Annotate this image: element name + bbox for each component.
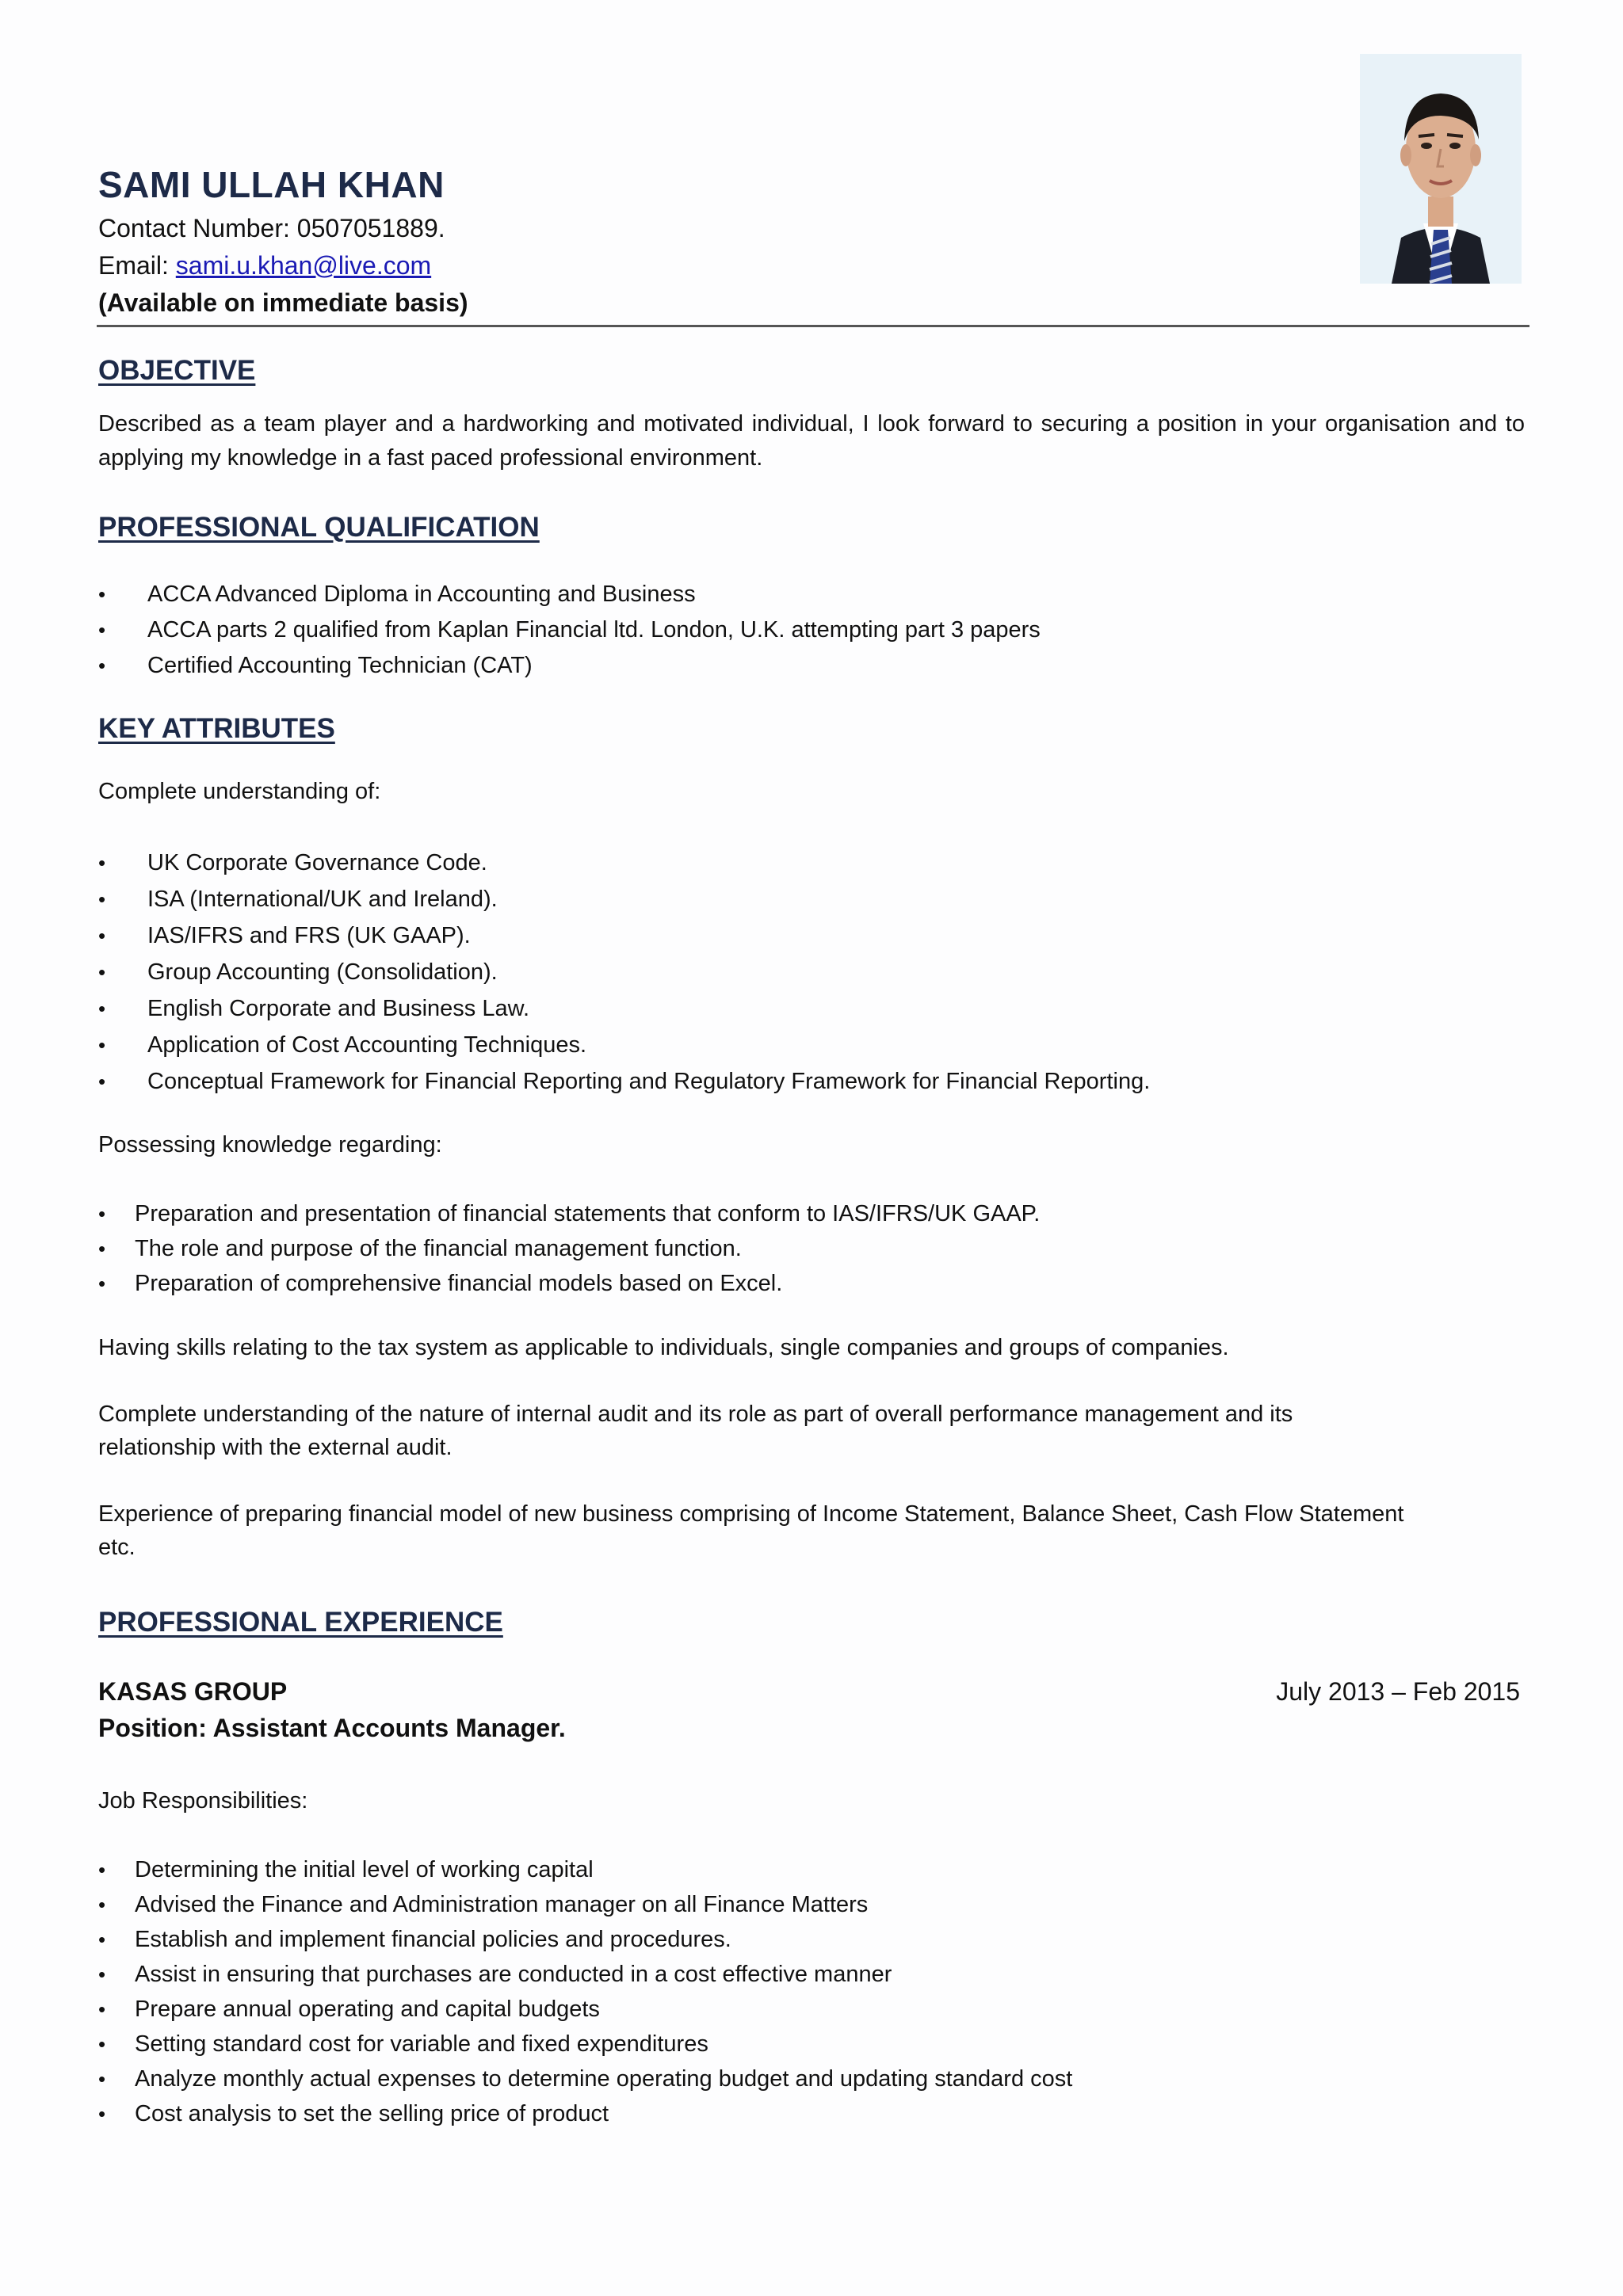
attribute-item-text: UK Corporate Governance Code.: [147, 850, 487, 875]
responsibility-text: Assist in ensuring that purchases are conducted in a cost effective manner: [135, 1962, 892, 1987]
understanding-intro: Complete understanding of:: [98, 779, 381, 804]
bullet-icon: •: [98, 1928, 106, 1951]
bullet-icon: •: [98, 1237, 106, 1261]
responsibility-text: Cost analysis to set the selling price of product: [135, 2101, 609, 2126]
attributes-heading: KEY ATTRIBUTES: [98, 713, 335, 744]
objective-text: Described as a team player and a hardworking and motivated individual, I look forward to securing a position in your organisation and to applying my knowledge in a fast paced professional environment.: [98, 411, 1525, 471]
list-item: [98, 2096, 1072, 2131]
attribute-item-text: Group Accounting (Consolidation).: [147, 959, 498, 985]
bullet-icon: •: [98, 582, 106, 606]
qualification-heading: PROFESSIONAL QUALIFICATION: [98, 512, 540, 543]
understanding-list: [98, 845, 1150, 1100]
bullet-icon: •: [98, 1033, 106, 1057]
list-item: [98, 1852, 1072, 1887]
bullet-icon: •: [98, 1202, 106, 1226]
qualification-item-text: ACCA Advanced Diploma in Accounting and Business: [147, 582, 696, 607]
list-item: [98, 1063, 1150, 1100]
bullet-icon: •: [98, 887, 106, 911]
availability-note: (Available on immediate basis): [98, 288, 468, 317]
tax-skills-text: Having skills relating to the tax system as applicable to individuals, single companies and groups of companies.: [98, 1335, 1229, 1360]
bullet-icon: •: [98, 618, 106, 642]
email-label: Email:: [98, 251, 176, 280]
audit-text-line-2: relationship with the external audit.: [98, 1435, 453, 1460]
knowledge-item-text: Preparation of comprehensive financial models based on Excel.: [135, 1271, 783, 1296]
bullet-icon: •: [98, 851, 106, 875]
attribute-item-text: IAS/IFRS and FRS (UK GAAP).: [147, 923, 471, 948]
responsibility-text: Determining the initial level of working capital: [135, 1857, 594, 1882]
bullet-icon: •: [98, 2032, 106, 2056]
email-line: [98, 251, 431, 280]
header-divider: [97, 325, 1529, 327]
bullet-icon: •: [98, 1858, 106, 1882]
bullet-icon: •: [98, 2102, 106, 2126]
bullet-icon: •: [98, 1893, 106, 1917]
responsibility-text: Setting standard cost for variable and fixed expenditures: [135, 2031, 708, 2057]
financial-model-text-line-2: etc.: [98, 1535, 136, 1560]
list-item: [98, 954, 1150, 990]
attribute-item-text: English Corporate and Business Law.: [147, 996, 530, 1021]
bullet-icon: •: [98, 924, 106, 948]
responsibility-text: Establish and implement financial policies and procedures.: [135, 1927, 731, 1952]
list-item: [98, 2027, 1072, 2061]
list-item: [98, 2061, 1072, 2096]
knowledge-item-text: Preparation and presentation of financial statements that conform to IAS/IFRS/UK GAAP.: [135, 1201, 1041, 1226]
list-item: [98, 1992, 1072, 2027]
knowledge-item-text: The role and purpose of the financial management function.: [135, 1236, 742, 1261]
list-item: [98, 1266, 1040, 1301]
responsibility-text: Prepare annual operating and capital budgets: [135, 1997, 600, 2022]
email-link[interactable]: sami.u.khan@live.com: [175, 251, 432, 280]
candidate-name: SAMI ULLAH KHAN: [98, 164, 445, 205]
responsibility-text: Advised the Finance and Administration manager on all Finance Matters: [135, 1892, 869, 1917]
knowledge-intro: Possessing knowledge regarding:: [98, 1132, 442, 1158]
financial-model-text-line-1: Experience of preparing financial model of new business comprising of Income Statement, Balance Sheet, Cash Flow Statement: [98, 1501, 1404, 1527]
qualification-item-text: ACCA parts 2 qualified from Kaplan Financial ltd. London, U.K. attempting part 3 papers: [147, 617, 1041, 643]
bullet-icon: •: [98, 1070, 106, 1093]
list-item: [98, 917, 1150, 954]
list-item: [98, 990, 1150, 1027]
bullet-icon: •: [98, 1962, 106, 1986]
list-item: [98, 1957, 1072, 1992]
contact-number: Contact Number: 0507051889.: [98, 214, 445, 242]
attribute-item-text: ISA (International/UK and Ireland).: [147, 887, 498, 912]
job-position: Position: Assistant Accounts Manager.: [98, 1714, 566, 1742]
bullet-icon: •: [98, 1997, 106, 2021]
experience-heading: PROFESSIONAL EXPERIENCE: [98, 1607, 503, 1638]
employment-dates: July 2013 – Feb 2015: [1276, 1677, 1520, 1706]
list-item: [98, 1231, 1040, 1266]
company-name: KASAS GROUP: [98, 1677, 288, 1706]
list-item: [98, 1027, 1150, 1063]
list-item: [98, 648, 1041, 684]
portrait-image: [1360, 54, 1522, 284]
responsibility-text: Analyze monthly actual expenses to determine operating budget and updating standard cost: [135, 2066, 1073, 2092]
audit-text-line-1: Complete understanding of the nature of internal audit and its role as part of overall performance management and its: [98, 1402, 1293, 1427]
responsibilities-intro: Job Responsibilities:: [98, 1788, 308, 1814]
list-item: [98, 612, 1041, 648]
bullet-icon: •: [98, 654, 106, 677]
list-item: [98, 1887, 1072, 1922]
bullet-icon: •: [98, 1272, 106, 1295]
qualification-item-text: Certified Accounting Technician (CAT): [147, 653, 533, 678]
bullet-icon: •: [98, 2067, 106, 2091]
qualification-list: [98, 577, 1041, 684]
list-item: [98, 577, 1041, 612]
bullet-icon: •: [98, 997, 106, 1020]
list-item: [98, 845, 1150, 881]
list-item: [98, 881, 1150, 917]
attribute-item-text: Conceptual Framework for Financial Reporting and Regulatory Framework for Financial Reporting.: [147, 1069, 1151, 1094]
knowledge-list: [98, 1196, 1040, 1301]
responsibilities-list: [98, 1852, 1072, 2131]
profile-photo: [1360, 54, 1522, 284]
list-item: [98, 1196, 1040, 1231]
objective-heading: OBJECTIVE: [98, 355, 256, 386]
bullet-icon: •: [98, 960, 106, 984]
attribute-item-text: Application of Cost Accounting Techniques.: [147, 1032, 587, 1058]
list-item: [98, 1922, 1072, 1957]
